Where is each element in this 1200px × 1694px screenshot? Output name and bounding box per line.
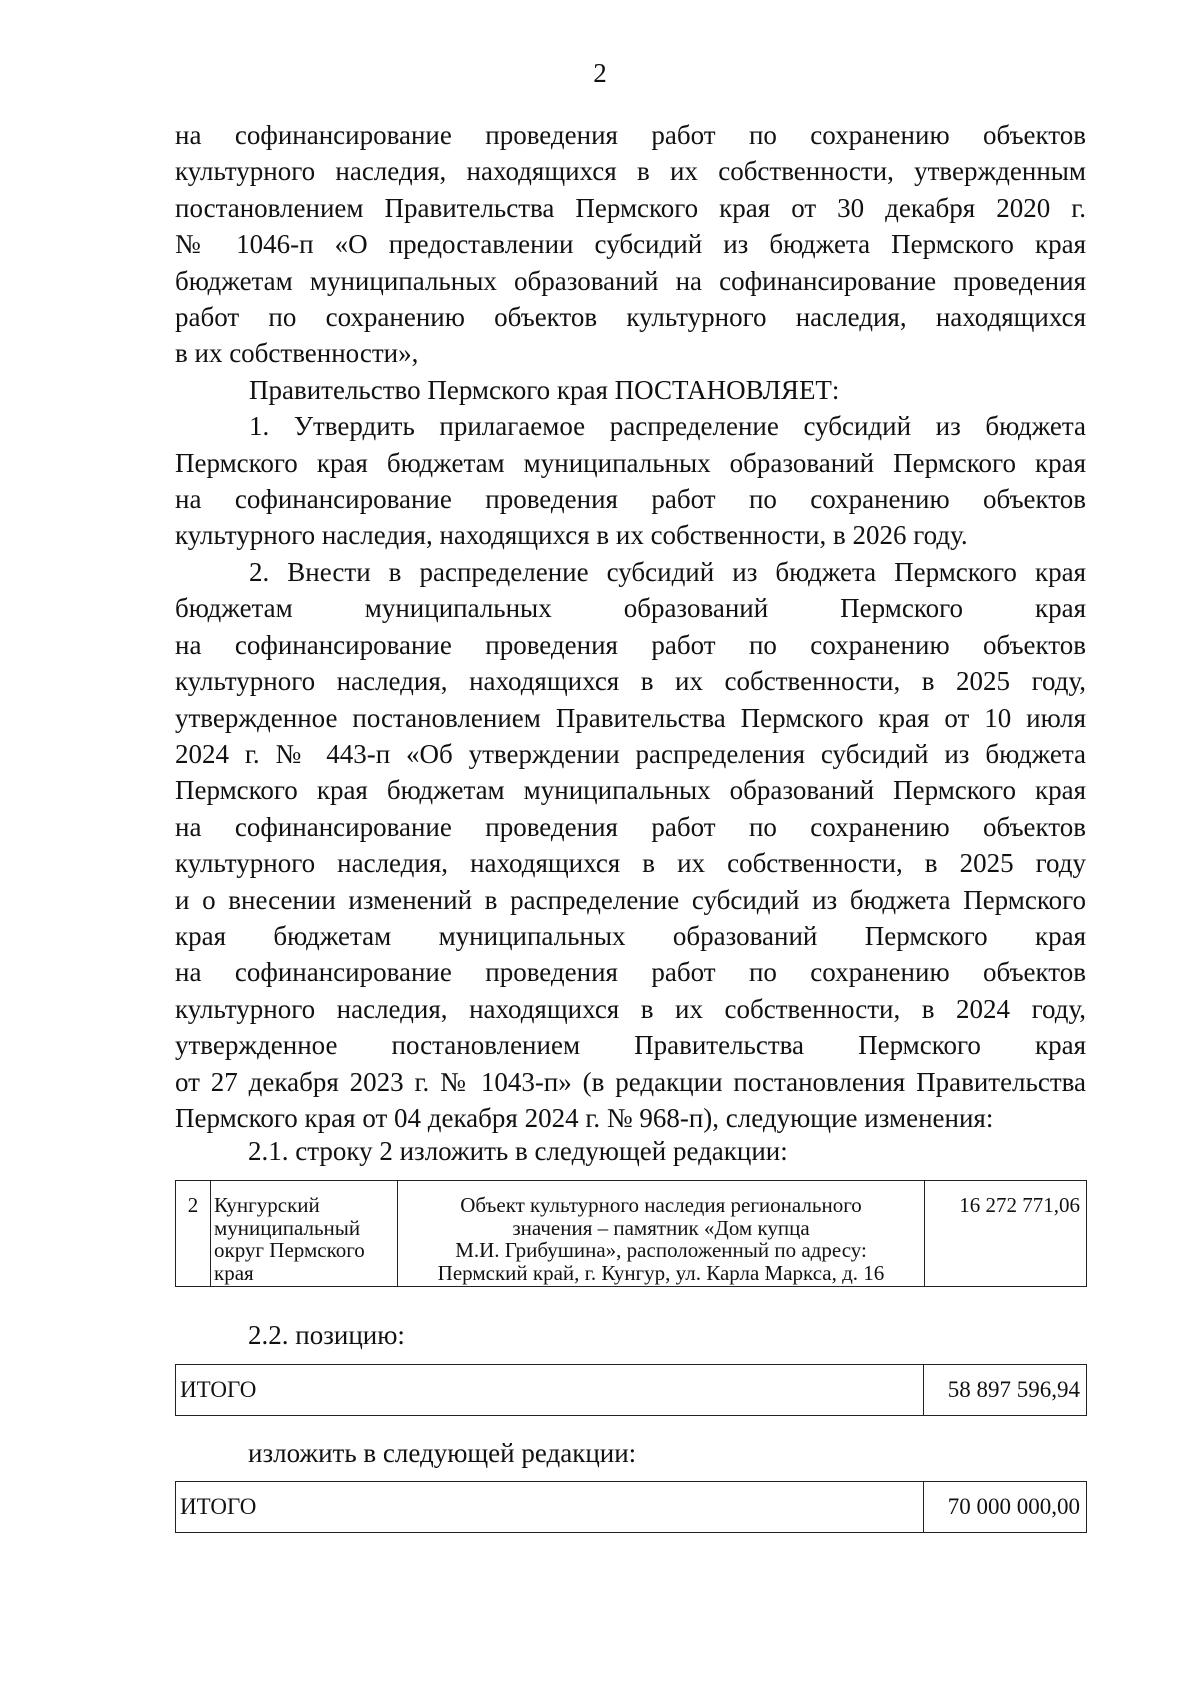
text-line: 2024 г. № 443-п «Об утверждении распределения субсидий из бюджета xyxy=(175,738,1086,769)
total-new-table xyxy=(175,1481,1087,1533)
text-line: бюджетам муниципальных образований на софинансирование проведения xyxy=(175,265,1086,296)
text-line: № 1046-п «О предоставлении субсидий из бюджета Пермского края xyxy=(175,229,1086,260)
item-2-paragraph xyxy=(175,554,1086,1137)
text-line: культурного наследия, находящихся в их собственности, в 2025 году, xyxy=(175,666,1086,697)
text-line: постановлением Правительства Пермского края от 30 декабря 2020 г. xyxy=(175,192,1086,223)
text-line: края бюджетам муниципальных образований Пермского края xyxy=(175,920,1086,951)
text-line: культурного наследия, находящихся в их собственности, утвержденным xyxy=(175,156,1086,187)
table-row xyxy=(176,1365,1087,1416)
text-line: на софинансирование проведения работ по сохранению объектов xyxy=(175,120,1086,150)
table-row xyxy=(176,1181,1087,1287)
subitem-2-1-label: 2.1. строку 2 изложить в следующей редакции: xyxy=(248,1136,788,1166)
amount-cell: 16 272 771,06 xyxy=(925,1181,1087,1287)
total-amount-cell: 70 000 000,00 xyxy=(924,1482,1087,1533)
subitem-2-2-label: 2.2. позицию: xyxy=(248,1320,405,1350)
text-line: на софинансирование проведения работ по сохранению объектов xyxy=(175,811,1086,842)
total-label-cell: ИТОГО xyxy=(176,1482,924,1533)
text-line: культурного наследия, находящихся в их собственности, в 2026 году. xyxy=(175,520,968,551)
text-line: работ по сохранению объектов культурного наследия, находящихся xyxy=(175,302,1086,333)
object-line: М.И. Грибушина», расположенный по адресу: xyxy=(455,1238,867,1262)
municipality-cell xyxy=(211,1181,398,1287)
text-line: Пермского края бюджетам муниципальных образований Пермского края xyxy=(175,447,1086,478)
row-2-table xyxy=(175,1180,1087,1287)
text-line: и о внесении изменений в распределение субсидий из бюджета Пермского xyxy=(175,884,1086,915)
text-line: бюджетам муниципальных образований Пермского края xyxy=(175,593,1086,624)
text-line: Пермского края бюджетам муниципальных образований Пермского края xyxy=(175,775,1086,806)
text-line: утвержденное постановлением Правительства Пермского края от 10 июля xyxy=(175,702,1086,733)
text-line: Пермского края от 04 декабря 2024 г. № 968-п), следующие изменения: xyxy=(175,1102,994,1133)
object-line: Объект культурного наследия регионального xyxy=(460,1193,862,1217)
replace-label: изложить в следующей редакции: xyxy=(248,1438,637,1468)
table-row xyxy=(176,1482,1087,1533)
decree-line: Правительство Пермского края ПОСТАНОВЛЯЕТ: xyxy=(249,374,840,405)
item-1-paragraph xyxy=(175,408,1086,554)
document-body xyxy=(175,117,1086,1136)
text-line: в их собственности», xyxy=(175,338,419,369)
text-line: на софинансирование проведения работ по сохранению объектов xyxy=(175,629,1086,660)
text-line: культурного наследия, находящихся в их собственности, в 2025 году xyxy=(175,848,1086,879)
total-label-cell: ИТОГО xyxy=(176,1365,924,1416)
municipality-line: округ Пермского xyxy=(214,1238,365,1262)
text-line: на софинансирование проведения работ по сохранению объектов xyxy=(175,957,1086,988)
total-old-table xyxy=(175,1364,1087,1416)
page-number: 2 xyxy=(593,58,607,88)
text-line: культурного наследия, находящихся в их собственности, в 2024 году, xyxy=(175,993,1086,1024)
text-line: от 27 декабря 2023 г. № 1043-п» (в редакции постановления Правительства xyxy=(175,1066,1086,1097)
municipality-line: края xyxy=(214,1260,254,1285)
object-line: Пермский край, г. Кунгур, ул. Карла Маркса, д. 16 xyxy=(437,1260,885,1285)
text-line: 2. Внести в распределение субсидий из бюджета Пермского края xyxy=(249,556,1086,587)
municipality-line: Кунгурский xyxy=(214,1193,320,1217)
municipality-line: муниципальный xyxy=(214,1215,361,1240)
total-amount-cell: 58 897 596,94 xyxy=(924,1365,1087,1416)
preamble-paragraph xyxy=(175,117,1086,372)
row-number-cell: 2 xyxy=(176,1181,211,1287)
text-line: 1. Утвердить прилагаемое распределение субсидий из бюджета xyxy=(249,411,1086,442)
object-line: значения – памятник «Дом купца xyxy=(512,1215,810,1240)
object-cell xyxy=(398,1181,925,1287)
text-line: на софинансирование проведения работ по сохранению объектов xyxy=(175,484,1086,515)
text-line: утвержденное постановлением Правительства Пермского края xyxy=(175,1030,1086,1061)
